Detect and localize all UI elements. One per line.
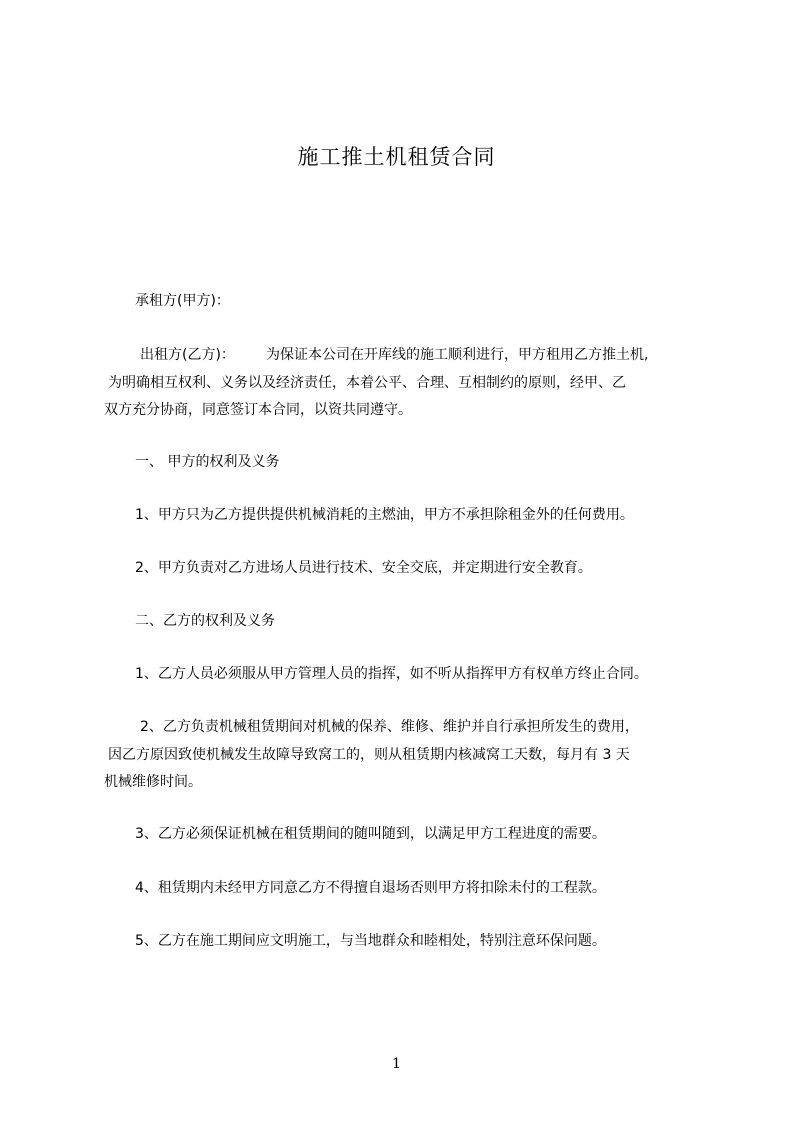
document-title: 施工推土机租赁合同 bbox=[297, 145, 496, 169]
page-number: 1 bbox=[392, 1056, 401, 1072]
intro-line: 为明确相互权利、义务以及经济责任，本着公平、合理、互相制约的原则，经甲、乙 bbox=[108, 375, 626, 391]
clause-item: 4、租赁期内未经甲方同意乙方不得擅自退场否则甲方将扣除未付的工程款。 bbox=[135, 880, 606, 896]
clause-item: 2、乙方负责机械租赁期间对机械的保养、维修、维护并自行承担所发生的费用， bbox=[140, 719, 639, 735]
clause-item: 1、乙方人员必须服从甲方管理人员的指挥，如不听从指挥甲方有权单方终止合同。 bbox=[135, 666, 648, 682]
section-heading: 二、乙方的权利及义务 bbox=[135, 613, 275, 629]
clause-item: 2、甲方负责对乙方进场人员进行技术、安全交底，并定期进行安全教育。 bbox=[135, 560, 592, 576]
lessor-label: 出租方(乙方)： bbox=[140, 347, 235, 363]
lessee-line: 承租方(甲方)： bbox=[135, 293, 230, 309]
intro-line: 为保证本公司在开库线的施工顺利进行，甲方租用乙方推土机, bbox=[266, 347, 649, 363]
intro-line: 双方充分协商，同意签订本合同，以资共同遵守。 bbox=[104, 402, 412, 418]
clause-item-continuation: 机械维修时间。 bbox=[104, 774, 202, 790]
clause-item: 1、甲方只为乙方提供提供机械消耗的主燃油，甲方不承担除租金外的任何费用。 bbox=[135, 507, 634, 523]
section-heading: 一、 甲方的权利及义务 bbox=[135, 454, 280, 470]
clause-item-continuation: 因乙方原因致使机械发生故障导致窝工的，则从租赁期内核减窝工天数，每月有 3 天 bbox=[108, 747, 630, 763]
clause-item: 3、乙方必须保证机械在租赁期间的随叫随到，以满足甲方工程进度的需要。 bbox=[135, 826, 606, 842]
clause-item: 5、乙方在施工期间应文明施工，与当地群众和睦相处，特别注意环保问题。 bbox=[135, 933, 606, 949]
